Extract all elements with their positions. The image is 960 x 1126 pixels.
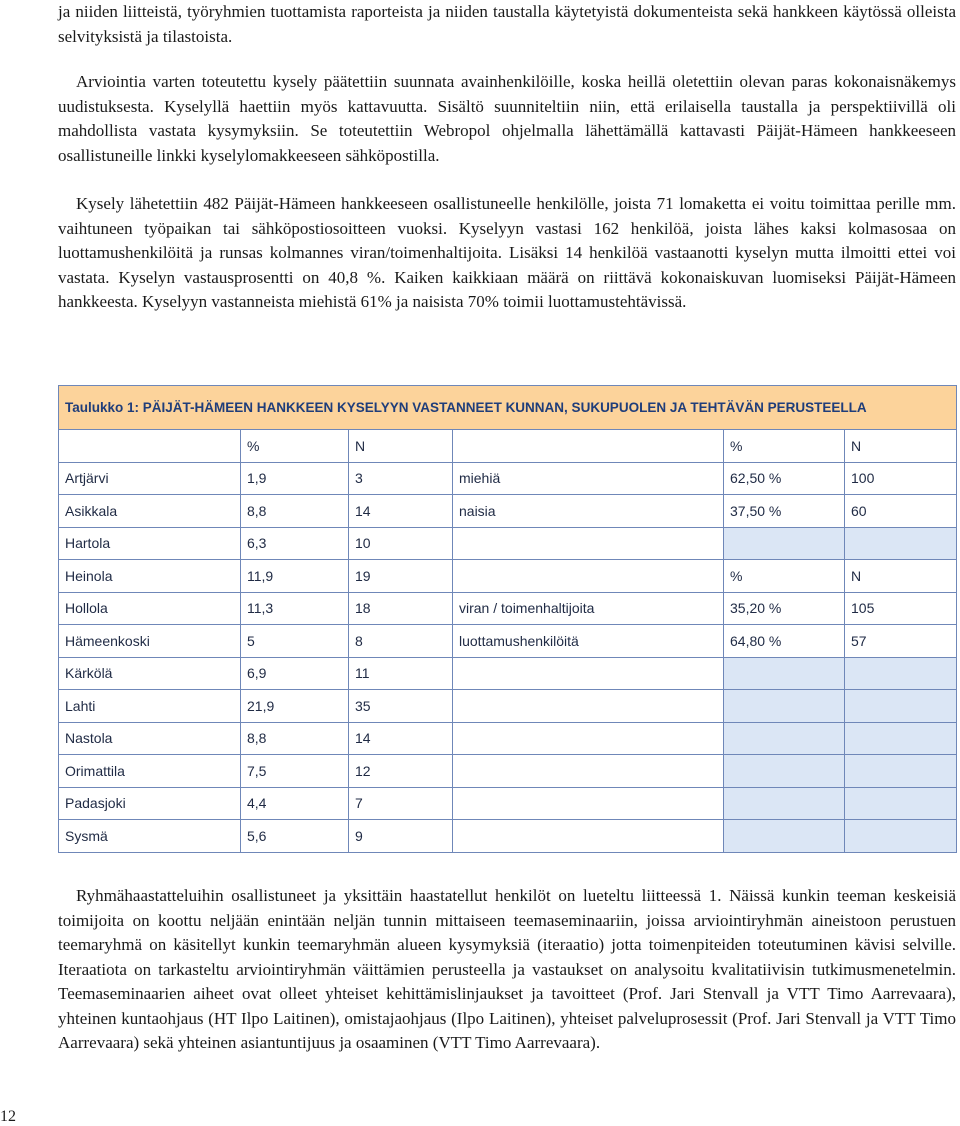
- table-cell: 12: [349, 755, 453, 788]
- table-cell: 37,50 %: [724, 495, 845, 528]
- table-cell: 14: [349, 722, 453, 755]
- table-cell: [724, 722, 845, 755]
- table-cell: 11,9: [241, 560, 349, 593]
- table-cell: [845, 527, 957, 560]
- table-cell: luottamushenkilöitä: [453, 625, 724, 658]
- table-cell: 64,80 %: [724, 625, 845, 658]
- table-row: [59, 560, 957, 593]
- table-cell: Sysmä: [59, 820, 241, 853]
- table-cell: 1,9: [241, 462, 349, 495]
- table-cell: 19: [349, 560, 453, 593]
- table-cell: 4,4: [241, 787, 349, 820]
- paragraph-survey-target: [58, 70, 956, 168]
- table-row: [59, 592, 957, 625]
- respondents-table: [58, 385, 957, 853]
- table-cell: Hollola: [59, 592, 241, 625]
- table-cell: Kärkölä: [59, 657, 241, 690]
- table-cell: 100: [845, 462, 957, 495]
- table-cell: [453, 657, 724, 690]
- paragraph-interviews: [58, 884, 956, 1056]
- table-caption: Taulukko 1: PÄIJÄT-HÄMEEN HANKKEEN KYSELYYN VASTANNEET KUNNAN, SUKUPUOLEN JA TEHTÄVÄN PERUSTEELLA: [59, 386, 957, 430]
- paragraph-continuation: ja niiden liitteistä, työryhmien tuottamista raporteista ja niiden taustalla käytetyistä dokumenteista sekä hankkeen käytössä olleista selvityksistä ja tilastoista.: [58, 2, 956, 46]
- table-cell: 10: [349, 527, 453, 560]
- table-cell: 8,8: [241, 722, 349, 755]
- table-cell: 60: [845, 495, 957, 528]
- table-row: [59, 787, 957, 820]
- table-row: [59, 755, 957, 788]
- table-cell: 62,50 %: [724, 462, 845, 495]
- page-number: 12: [0, 1108, 16, 1125]
- table-cell: 11,3: [241, 592, 349, 625]
- table-row: [59, 690, 957, 723]
- table-cell: Orimattila: [59, 755, 241, 788]
- table-cell: 8: [349, 625, 453, 658]
- table-cell: 35: [349, 690, 453, 723]
- table-cell: 18: [349, 592, 453, 625]
- table-row: [59, 722, 957, 755]
- table-cell: 57: [845, 625, 957, 658]
- paragraph-text: Ryhmähaastatteluihin osallistuneet ja yksittäin haastatellut henkilöt on lueteltu liitteessä 1. Näissä kunkin teeman keskeisiä toimijoita on koottu neljään enintään neljän tunnin mittaiseen teemaseminaariin, joissa arviointiryhmän aineistoon perustuen teemaryhmä on käsitellyt kunkin teemaryhmän alueen kysymyksiä (iteraatio) jotta toimenpiteiden toteutuminen kävisi selville. Iteraatiota on tarkasteltu arviointiryhmän väittämien perusteella ja vastaukset on analysoitu kvalitatiivisin tutkimusmenetelmin. Teemaseminaarien aiheet ovat olleet yhteiset kehittämislinjaukset ja tavoitteet (Prof. Jari Stenvall ja VTT Timo Aarrevaara), yhteinen kuntaohjaus (HT Ilpo Laitinen), omistajaohjaus (Ilpo Laitinen), yhteiset palveluprosessit (Prof. Jari Stenvall ja VTT Timo Aarrevaara) sekä yhteinen asiantuntijuus ja osaaminen (VTT Timo Aarrevaara).: [58, 886, 956, 1052]
- table-cell: [845, 657, 957, 690]
- table-cell: [453, 722, 724, 755]
- table-cell: 7,5: [241, 755, 349, 788]
- paragraph-text: Kysely lähetettiin 482 Päijät-Hämeen hankkeeseen osallistuneelle henkilölle, joista 71 lomaketta ei voitu toimittaa perille mm. vaihtuneen työpaikan tai sähköpostiosoitteen vuoksi. Kyselyyn vastasi 162 henkilöä, joista lähes kaksi kolmasosaa on luottamushenkilöitä ja runsas kolmannes viran/toimenhaltijoita. Lisäksi 14 henkilöä vastaanotti kyselyn mutta ilmoitti ettei voi vastata. Kyselyn vastausprosentti on 40,8 %. Kaiken kaikkiaan määrä on riittävä kokonaiskuvan luomiseksi Päijät-Hämeen hankkeesta. Kyselyyn vastanneista miehistä 61% ja naisista 70% toimii luottamustehtävissä.: [58, 194, 956, 311]
- table-cell: [845, 787, 957, 820]
- table-header-cell: %: [241, 430, 349, 463]
- table-cell: 21,9: [241, 690, 349, 723]
- table-row: [59, 820, 957, 853]
- table-cell: [453, 787, 724, 820]
- table-cell: 7: [349, 787, 453, 820]
- table-cell: naisia: [453, 495, 724, 528]
- table-cell: [724, 690, 845, 723]
- table-cell: miehiä: [453, 462, 724, 495]
- table-cell: 14: [349, 495, 453, 528]
- table-cell: N: [845, 560, 957, 593]
- table-cell: [724, 755, 845, 788]
- table-cell: [845, 722, 957, 755]
- table-row: [59, 657, 957, 690]
- table-cell: Hämeenkoski: [59, 625, 241, 658]
- table-cell: [724, 787, 845, 820]
- table-cell: [845, 690, 957, 723]
- table-cell: [724, 820, 845, 853]
- table-header-cell: N: [349, 430, 453, 463]
- table-header-cell: [59, 430, 241, 463]
- table-cell: [453, 820, 724, 853]
- table-header-cell: %: [724, 430, 845, 463]
- table-row: [59, 625, 957, 658]
- table-cell: Hartola: [59, 527, 241, 560]
- table-cell: [453, 690, 724, 723]
- table-cell: 11: [349, 657, 453, 690]
- table-cell: 6,3: [241, 527, 349, 560]
- table-caption-row: [59, 386, 957, 430]
- table-cell: 105: [845, 592, 957, 625]
- paragraph-text: Arviointia varten toteutettu kysely päätettiin suunnata avainhenkilöille, koska heillä oletettiin olevan paras kokonaisnäkemys uudistuksesta. Kyselyllä haettiin myös kattavuutta. Sisältö suunniteltiin niin, että erilaisella taustalla ja perspektiivillä oli mahdollista vastata kysymyksiin. Se toteutettiin Webropol ohjelmalla lähettämällä kattavasti Päijät-Hämeen hankkeeseen osallistuneille linkki kyselylomakkeeseen sähköpostilla.: [58, 72, 956, 165]
- table-header-cell: [453, 430, 724, 463]
- table-cell: Padasjoki: [59, 787, 241, 820]
- table-cell: Asikkala: [59, 495, 241, 528]
- table-cell: Artjärvi: [59, 462, 241, 495]
- table-cell: 3: [349, 462, 453, 495]
- table-cell: Heinola: [59, 560, 241, 593]
- table-cell: 5,6: [241, 820, 349, 853]
- table-cell: 9: [349, 820, 453, 853]
- table-cell: [453, 755, 724, 788]
- table-header-cell: N: [845, 430, 957, 463]
- table-cell: [724, 527, 845, 560]
- table-cell: 35,20 %: [724, 592, 845, 625]
- table-cell: 8,8: [241, 495, 349, 528]
- table-cell: [453, 560, 724, 593]
- table-row: [59, 527, 957, 560]
- table-cell: [845, 755, 957, 788]
- table-cell: 5: [241, 625, 349, 658]
- table-cell: [845, 820, 957, 853]
- table-cell: Nastola: [59, 722, 241, 755]
- table-cell: Lahti: [59, 690, 241, 723]
- table-row: [59, 462, 957, 495]
- table-cell: %: [724, 560, 845, 593]
- table-cell: viran / toimenhaltijoita: [453, 592, 724, 625]
- table-header-row: [59, 430, 957, 463]
- table-cell: [724, 657, 845, 690]
- table-cell: 6,9: [241, 657, 349, 690]
- table-row: [59, 495, 957, 528]
- paragraph-survey-response: [58, 192, 956, 315]
- table-cell: [453, 527, 724, 560]
